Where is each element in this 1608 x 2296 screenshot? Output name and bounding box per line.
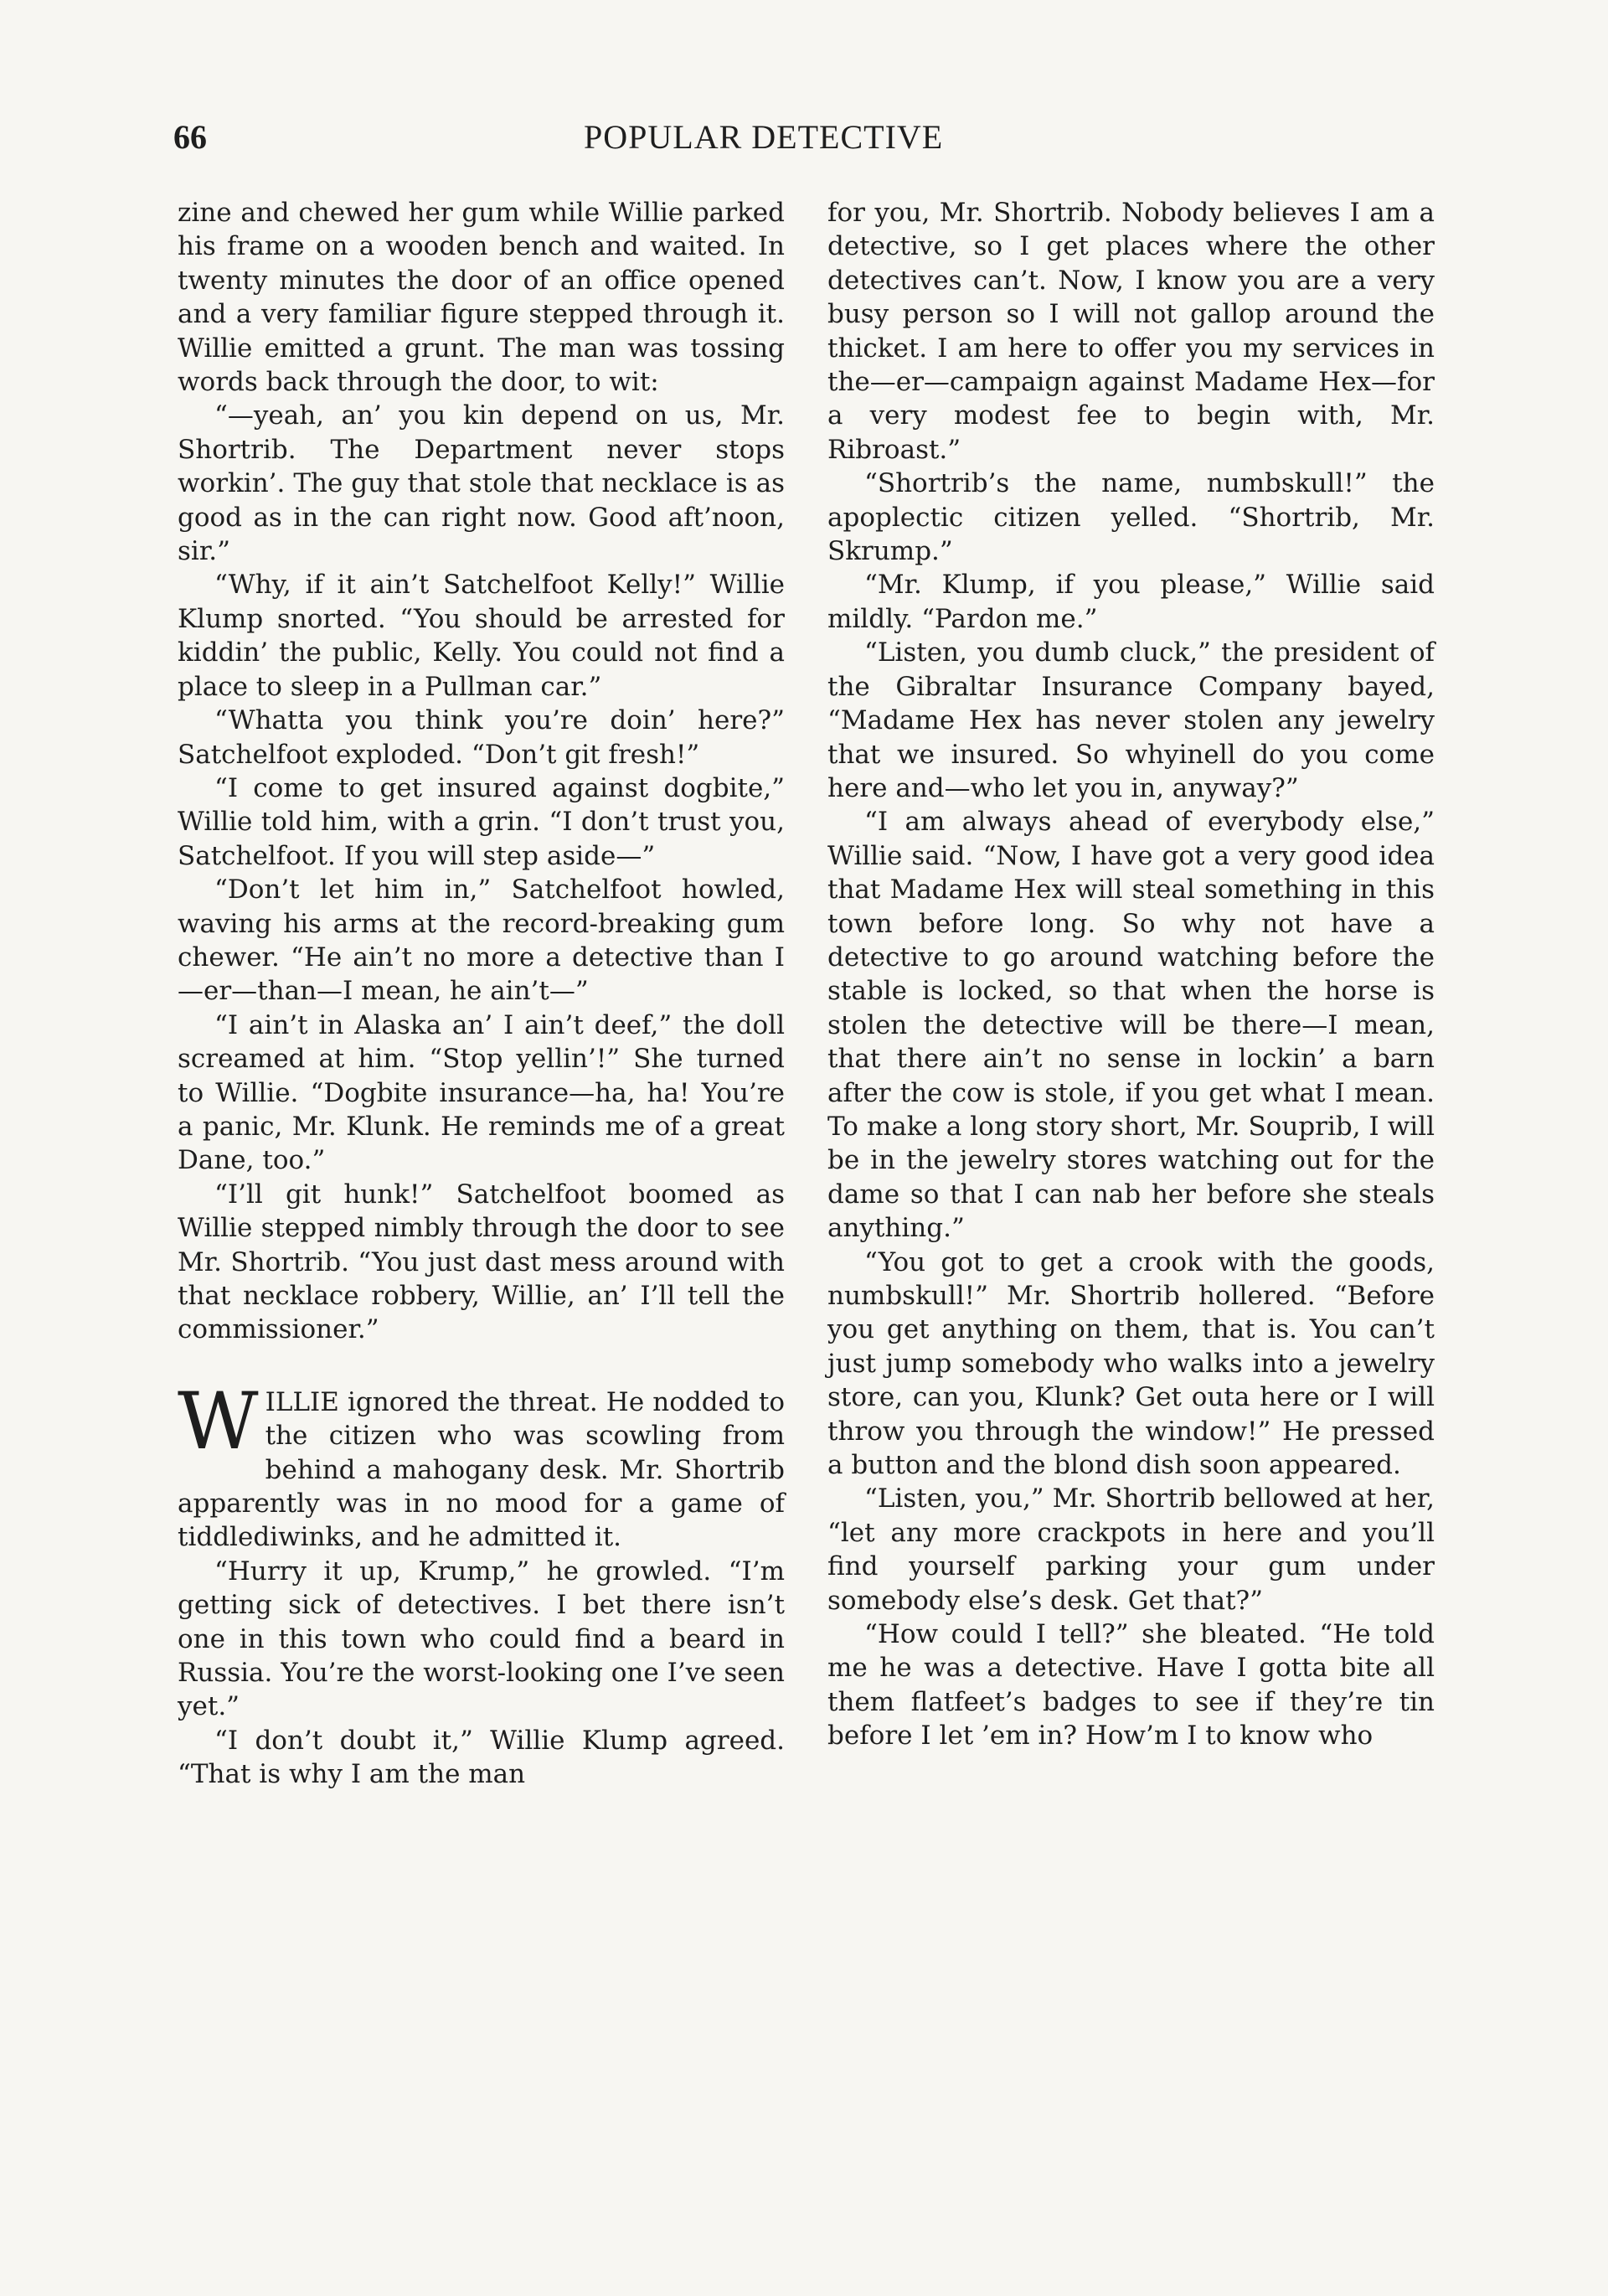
paragraph: “Hurry it up, Krump,” he growled. “I’m getting sick of detectives. I bet there isn’t one in this town who could find a beard in Russia. You’re the worst-looking one I’ve seen yet.” — [178, 1556, 785, 1722]
page-header — [173, 117, 1430, 168]
right-column — [827, 196, 1435, 1753]
section-opening-paragraph — [178, 1375, 785, 1555]
paragraph: “Shortrib’s the name, numbskull!” the apoplectic citizen yelled. “Shortrib, Mr. Skrump.” — [827, 468, 1435, 567]
paragraph: “—yeah, an’ you kin depend on us, Mr. Shortrib. The Department never stops workin’. The guy that stole that necklace is as good as in the can right now. Good aft’noon, sir.” — [178, 400, 785, 567]
paragraph: “You got to get a crook with the goods, numbskull!” Mr. Shortrib hollered. “Before you get anything on them, that is. You can’t just jump somebody who walks into a jewelry store, can you, Klunk? Get outa here or I will throw you through the window!” He pressed a button and the blond dish soon appeared. — [827, 1246, 1435, 1481]
paragraph: “How could I tell?” she bleated. “He told me he was a detective. Have I gotta bite all them flatfeet’s badges to see if they’re tin before I let ’em in? How’m I to know who — [827, 1619, 1435, 1752]
paragraph: zine and chewed her gum while Willie parked his frame on a wooden bench and waited. In twenty minutes the door of an office opened and a very familiar figure stepped through it. Willie emitted a grunt. The man was tossing words back through the door, to wit: — [178, 198, 785, 398]
paragraph: “Why, if it ain’t Satchelfoot Kelly!” Willie Klump snorted. “You should be arrested for kiddin’ the public, Kelly. You could not find a place to sleep in a Pullman car.” — [178, 570, 785, 702]
paragraph: “Listen, you,” Mr. Shortrib bellowed at her, “let any more crackpots in here and you’ll find yourself parking your gum under somebody else’s desk. Get that?” — [827, 1483, 1435, 1616]
paragraph: “I am always ahead of everybody else,” Willie said. “Now, I have got a very good idea that Madame Hex will steal something in this town before long. So why not have a detective to go around watching before the stable is locked, so that when the horse is stolen the detective will be there—I mean, that there ain’t no sense in lockin’ a barn after the cow is stole, if you get what I mean. To make a long story short, Mr. Souprib, I will be in the jewelry stores watching out for the dame so that I can nab her before she steals anything.” — [827, 807, 1435, 1244]
paragraph: for you, Mr. Shortrib. Nobody believes I am a detective, so I get places where the other detectives can’t. Now, I know you are a very busy person so I will not gallop around the thicket. I am here to offer you my services in the—er—campaign against Madame Hex—for a very modest fee to begin with, Mr. Ribroast.” — [827, 198, 1435, 465]
paragraph: “Listen, you dumb cluck,” the president of the Gibraltar Insurance Company bayed, “Madame Hex has never stolen any jewelry that we insured. So whyinell do you come here and—who let you in, anyway?” — [827, 637, 1435, 803]
paragraph: “Don’t let him in,” Satchelfoot howled, waving his arms at the record-breaking gum chewer. “He ain’t no more a detective than I—er—than—I mean, he ain’t—” — [178, 875, 785, 1007]
running-title: POPULAR DETECTIVE — [584, 118, 944, 156]
paragraph: “Whatta you think you’re doin’ here?” Satchelfoot exploded. “Don’t git fresh!” — [178, 705, 785, 770]
paragraph: “Mr. Klump, if you please,” Willie said mildly. “Pardon me.” — [827, 570, 1435, 634]
left-column — [178, 196, 785, 1792]
paragraph: “I come to get insured against dogbite,” Willie told him, with a grin. “I don’t trust you, Satchelfoot. If you will step aside—” — [178, 772, 785, 871]
section-opening-text: ILLIE ignored the threat. He nodded to the citizen who was scowling from behind a mahogany desk. Mr. Shortrib apparently was in no mood for a game of tiddlediwinks, and he admitted it. — [178, 1386, 785, 1553]
page-number: 66 — [173, 118, 207, 156]
drop-cap: W — [178, 1375, 259, 1468]
paragraph: “I ain’t in Alaska an’ I ain’t deef,” the doll screamed at him. “Stop yellin’!” She turned to Willie. “Dogbite insurance—ha, ha! You’re a panic, Mr. Klunk. He reminds me of a great Dane, too.” — [178, 1009, 785, 1176]
paragraph: “I’ll git hunk!” Satchelfoot boomed as Willie stepped nimbly through the door to see Mr. Shortrib. “You just dast mess around with that necklace robbery, Willie, an’ I’ll tell the commissioner.” — [178, 1179, 785, 1345]
paragraph: “I don’t doubt it,” Willie Klump agreed. “That is why I am the man — [178, 1725, 785, 1790]
